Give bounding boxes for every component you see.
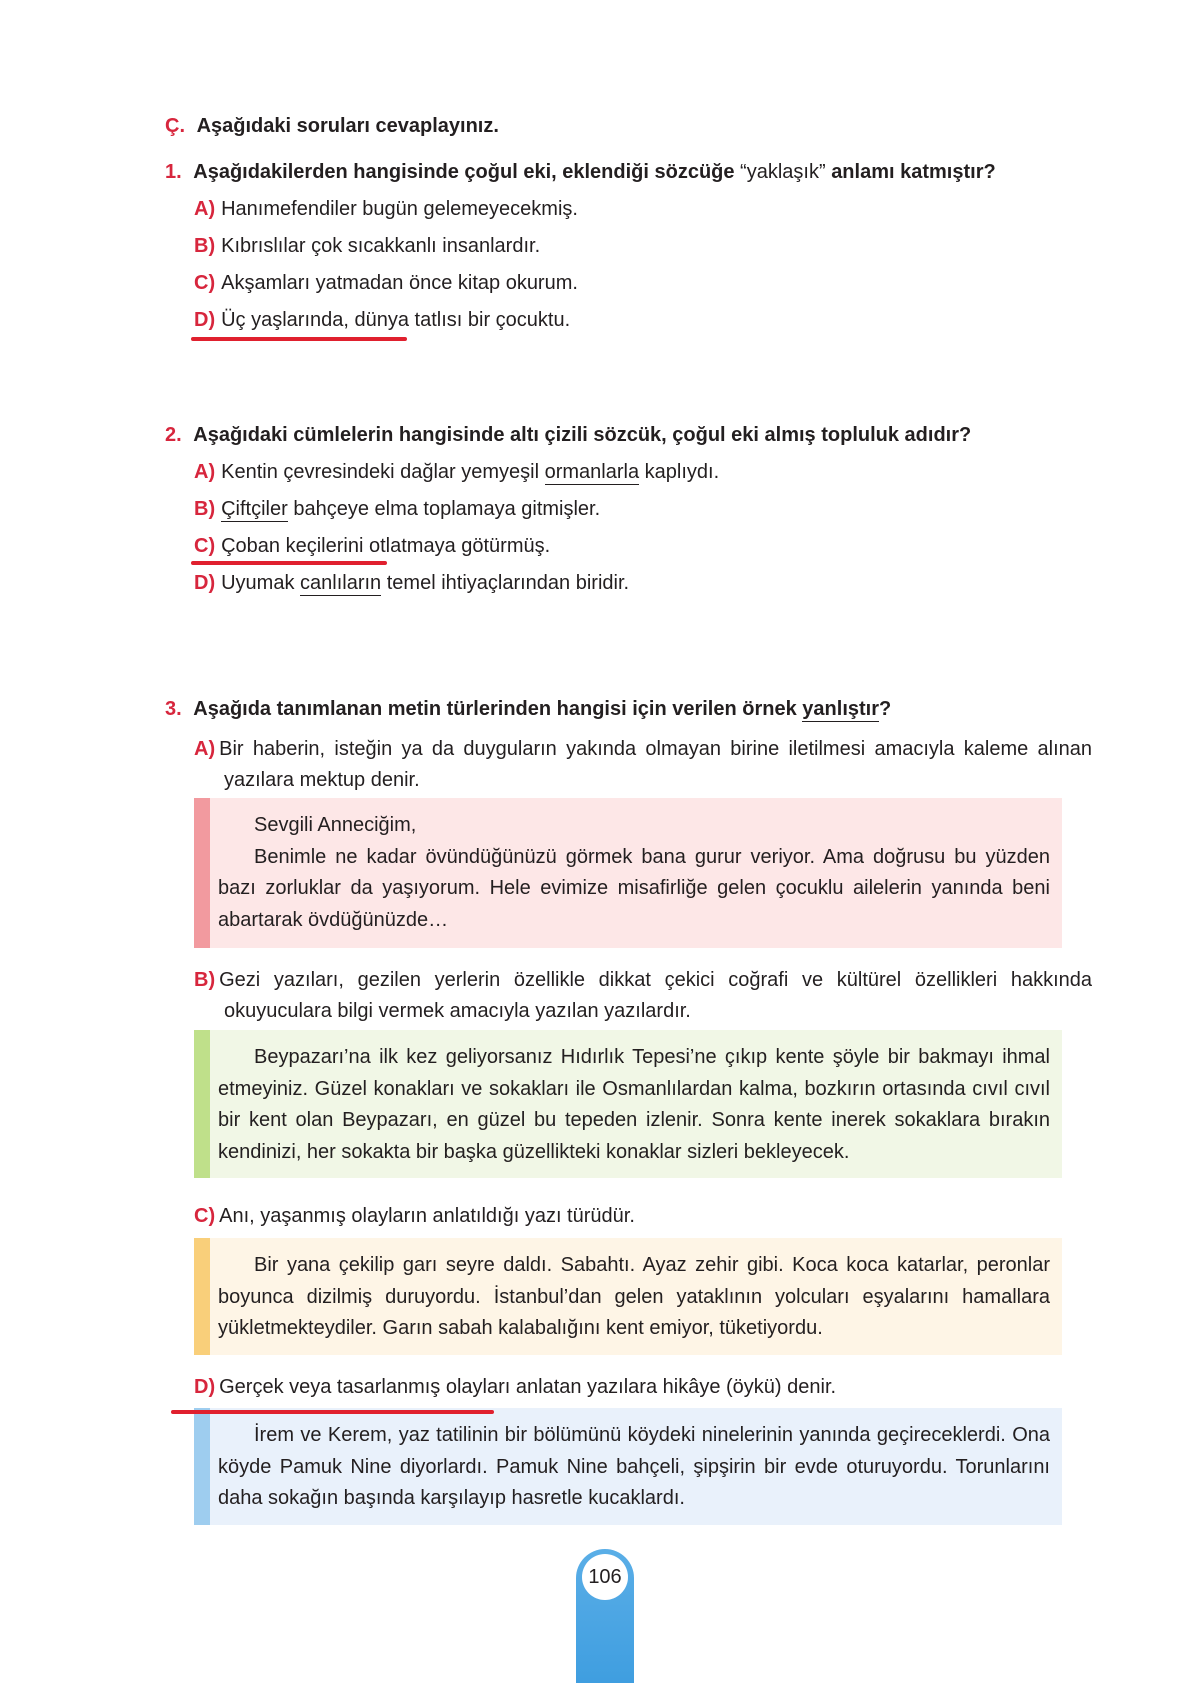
box-accent-bar — [194, 1030, 210, 1178]
option-d[interactable] — [194, 308, 570, 332]
example-box-travel — [194, 1030, 1062, 1178]
question-number: 3. — [165, 698, 182, 720]
example-text: Sevgili Anneciğim, — [254, 814, 417, 836]
option-c[interactable] — [194, 534, 550, 558]
option-b[interactable] — [194, 497, 600, 521]
option-d[interactable] — [194, 571, 629, 595]
stem-text: Aşağıda tanımlanan metin türlerinden hangisi için verilen örnek — [193, 698, 803, 720]
underlined-word: ormanlarla — [544, 461, 640, 483]
underlined-word: keçilerini — [285, 535, 364, 557]
option-letter: C) — [194, 1205, 216, 1227]
answer-mark-underline — [191, 561, 387, 565]
box-accent-bar — [194, 1408, 210, 1525]
option-a[interactable] — [194, 460, 719, 484]
option-c[interactable] — [194, 1201, 1092, 1232]
example-text: Bir yana çekilip garı seyre daldı. Sabahtı. Ayaz zehir gibi. Koca koca katarlar, peronlar boyunca dizilmiş duruyordu. İstanbul’dan gelen yataklının yolcuları eşyalarını hamallara yükletmekteydiler. Garın sabah kalabalığını kent emiyor, tüketiyordu. — [218, 1254, 1050, 1339]
option-letter: D) — [194, 309, 216, 331]
option-text: bahçeye elma toplamaya gitmişler. — [287, 498, 601, 520]
answer-mark-underline — [171, 1410, 494, 1414]
option-text: Çoban — [221, 535, 286, 557]
option-letter: B) — [194, 235, 216, 257]
stem-quote: “yaklaşık” — [734, 161, 832, 183]
underlined-word: Çiftçiler — [221, 498, 288, 520]
question-number: 2. — [165, 424, 182, 446]
option-a[interactable] — [194, 197, 578, 221]
option-text: Gezi yazıları, gezilen yerlerin özellikle dikkat çekici coğrafi ve kültürel özellikleri hakkında okuyuculara bilgi vermek amacıyla yazılan yazılardır. — [219, 969, 1092, 1022]
stem-text: Aşağıdaki cümlelerin hangisinde altı çizili sözcük, çoğul eki almış topluluk adıdır? — [193, 424, 972, 446]
option-letter: B) — [194, 969, 216, 991]
section-letter: Ç. — [165, 115, 185, 137]
option-text: kaplıydı. — [639, 461, 720, 483]
option-text: temel ihtiyaçlarından biridir. — [381, 572, 630, 594]
page-number: 106 — [582, 1554, 628, 1600]
question-3-stem — [165, 697, 891, 721]
option-text: Hanımefendiler bugün gelemeyecekmiş. — [221, 198, 578, 220]
option-text: Anı, yaşanmış olayların anlatıldığı yazı türüdür. — [219, 1205, 635, 1227]
question-2-stem — [165, 423, 971, 447]
box-accent-bar — [194, 1238, 210, 1355]
option-text: otlatmaya götürmüş. — [363, 535, 551, 557]
option-text: Kıbrıslılar çok sıcakkanlı insanlardır. — [221, 235, 541, 257]
option-text: Uyumak — [221, 572, 301, 594]
box-accent-bar — [194, 798, 210, 948]
example-box-memoir — [194, 1238, 1062, 1355]
section-heading — [165, 114, 499, 138]
stem-text-end: ? — [879, 698, 892, 720]
option-a[interactable] — [194, 734, 1092, 796]
example-text: Beypazarı’na ilk kez geliyorsanız Hıdırlık Tepesi’ne çıkıp kente şöyle bir bakmayı ihmal etmeyiniz. Güzel konakları ve sokakları ile Osmanlılardan kalma, bozkırın ortasında cıvıl cıvıl bir kent olan Beypazarı, en güzel bu tepeden izlenir. Sonra kente inerek sokaklara bırakın kendinizi, her sokakta bir başka güzellikteki konaklar sizleri bekleyecek. — [218, 1046, 1050, 1163]
example-box-letter — [194, 798, 1062, 948]
option-letter: A) — [194, 461, 216, 483]
option-letter: D) — [194, 1376, 216, 1398]
option-d[interactable] — [194, 1372, 1092, 1403]
option-letter: D) — [194, 572, 216, 594]
option-letter: C) — [194, 535, 216, 557]
underlined-word: yanlıştır — [802, 698, 879, 720]
option-c[interactable] — [194, 271, 578, 295]
option-letter: A) — [194, 738, 216, 760]
example-text: İrem ve Kerem, yaz tatilinin bir bölümünü köydeki ninelerinin yanında geçireceklerdi. Ona köyde Pamuk Nine diyorlardı. Pamuk Nine bahçeli, şipşirin bir evde oturuyordu. Torunlarını daha sokağın başında karşılayıp hasretle kucaklardı. — [218, 1424, 1050, 1509]
page-number-tab — [576, 1549, 634, 1683]
option-text: Akşamları yatmadan önce kitap okurum. — [221, 272, 578, 294]
option-letter: B) — [194, 498, 216, 520]
option-text: Gerçek veya tasarlanmış olayları anlatan yazılara hikâye (öykü) denir. — [219, 1376, 837, 1398]
option-b[interactable] — [194, 965, 1092, 1027]
question-number: 1. — [165, 161, 182, 183]
stem-text: Aşağıdakilerden hangisinde çoğul eki, eklendiği sözcüğe — [193, 161, 735, 183]
option-b[interactable] — [194, 234, 540, 258]
option-text: Kentin çevresindeki dağlar yemyeşil — [221, 461, 545, 483]
option-text: Bir haberin, isteğin ya da duyguların yakında olmayan birine iletilmesi amacıyla kaleme alınan yazılara mektup denir. — [219, 738, 1092, 791]
example-box-story — [194, 1408, 1062, 1525]
option-text: Üç yaşlarında, dünya tatlısı bir çocuktu. — [221, 309, 571, 331]
section-title: Aşağıdaki soruları cevaplayınız. — [196, 115, 499, 137]
underlined-word: canlıların — [300, 572, 382, 594]
answer-mark-underline — [191, 337, 407, 341]
option-letter: C) — [194, 272, 216, 294]
question-1-stem — [165, 160, 996, 184]
example-text: Benimle ne kadar övündüğünüzü görmek bana gurur veriyor. Ama doğrusu bu yüzden bazı zorluklar da yaşıyorum. Hele evimize misafirliğe gelen çocuklu ailelerin yanında beni abartarak övdüğünüzde… — [218, 845, 1050, 931]
stem-text-end: anlamı katmıştır? — [831, 161, 996, 183]
option-letter: A) — [194, 198, 216, 220]
